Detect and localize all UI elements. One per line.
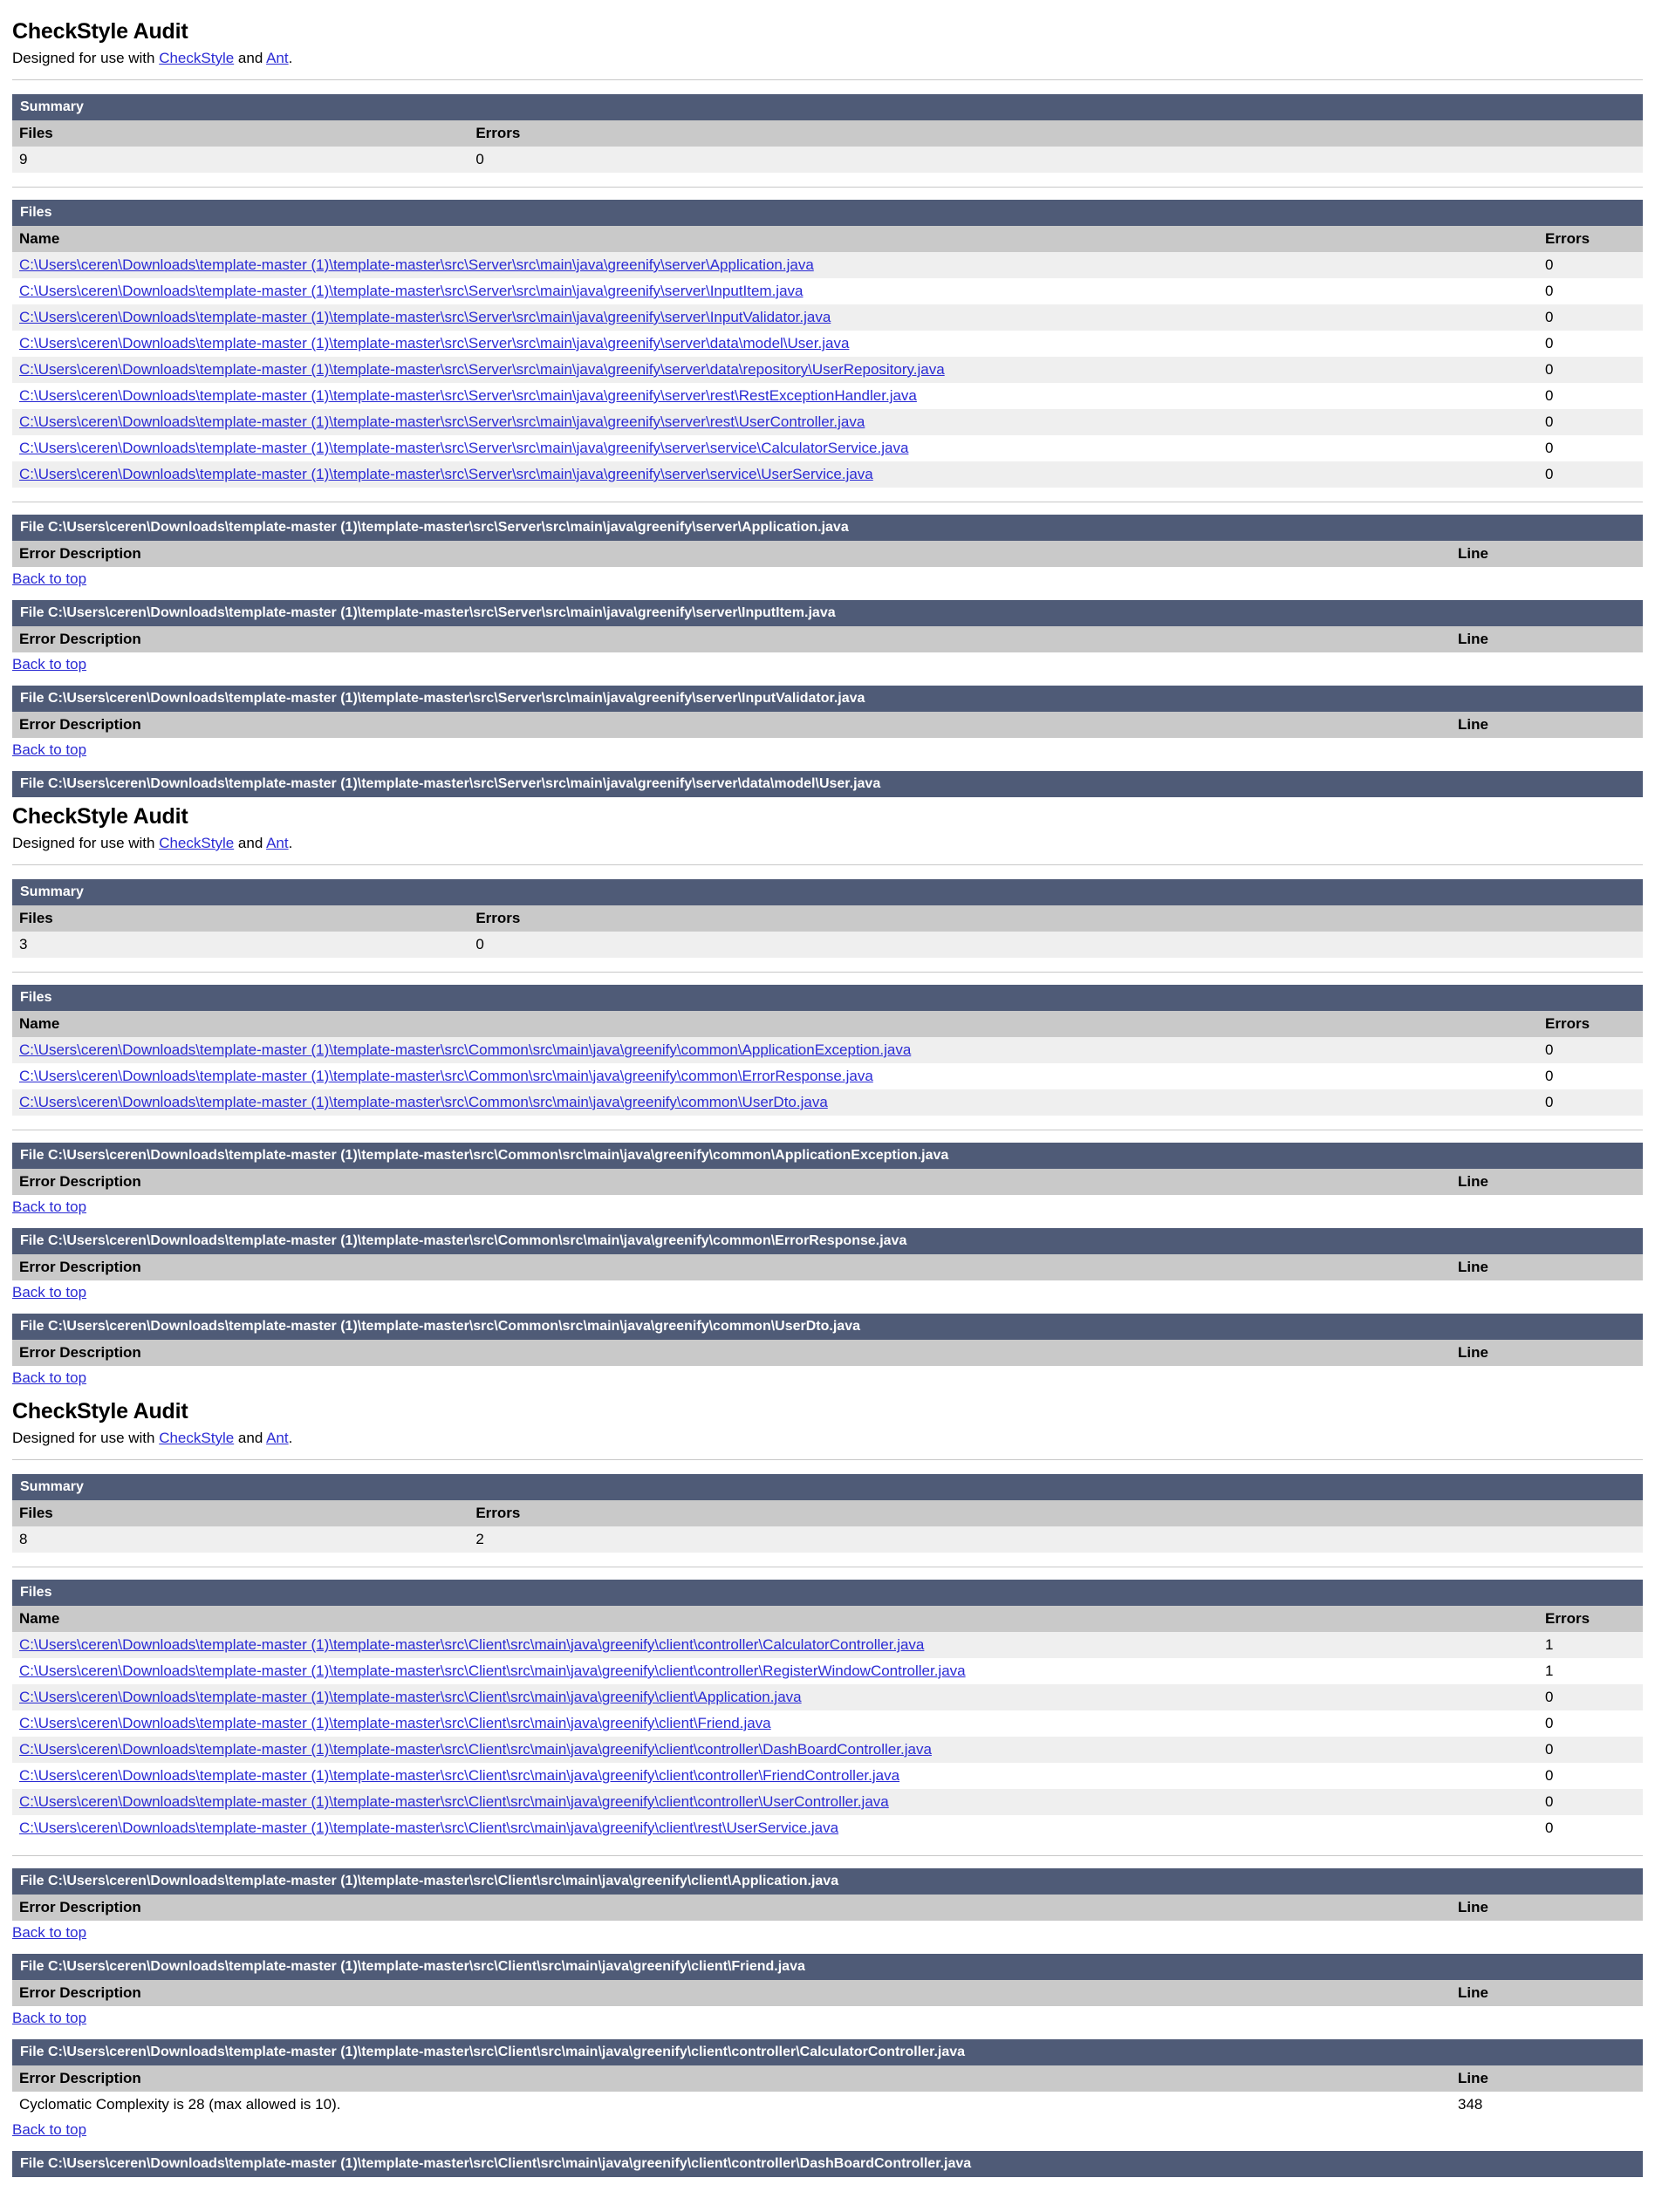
- file-name-cell: [12, 304, 1538, 331]
- back-to-top-wrap: [12, 656, 1643, 673]
- summary-table: [12, 94, 1643, 173]
- file-name-cell: [12, 1815, 1538, 1841]
- error-description-cell: Cyclomatic Complexity is 28 (max allowed is 10).: [12, 2092, 1451, 2118]
- back-to-top-link[interactable]: Back to top: [12, 1924, 87, 1941]
- detail-col-line: Line: [1451, 2065, 1643, 2092]
- file-name-cell: [12, 409, 1538, 435]
- file-name-cell: [12, 1037, 1538, 1063]
- error-line-cell: 348: [1451, 2092, 1643, 2118]
- subtitle-suffix: .: [288, 50, 293, 66]
- table-row: [12, 461, 1643, 488]
- files-banner-row: [12, 985, 1643, 1011]
- detail-col-line: Line: [1451, 712, 1643, 738]
- summary-col-errors: Errors: [468, 1500, 1643, 1526]
- audit-report: [12, 19, 1643, 797]
- detail-col-description: Error Description: [12, 2065, 1451, 2092]
- file-error-count: 0: [1538, 357, 1643, 383]
- files-banner-label: Files: [12, 1580, 1643, 1606]
- summary-col-files: Files: [12, 1500, 468, 1526]
- detail-col-description: Error Description: [12, 712, 1451, 738]
- file-detail-header-row: [12, 1895, 1643, 1921]
- subtitle-prefix: Designed for use with: [12, 1430, 160, 1446]
- file-link[interactable]: C:\Users\ceren\Downloads\template-master (1)\template-master\src\Server\src\main\java\greenify\server\rest\UserController.java: [19, 413, 865, 430]
- file-link[interactable]: C:\Users\ceren\Downloads\template-master (1)\template-master\src\Client\src\main\java\greenify\client\controller\CalculatorController.java: [19, 1636, 925, 1653]
- ant-link[interactable]: Ant: [266, 1430, 289, 1446]
- summary-errors-count: 2: [468, 1526, 1643, 1553]
- file-detail-banner-label: File C:\Users\ceren\Downloads\template-master (1)\template-master\src\Client\src\main\java\greenify\client\controller\DashBoardController.java: [12, 2151, 1643, 2177]
- horizontal-rule: [12, 972, 1643, 973]
- file-link[interactable]: C:\Users\ceren\Downloads\template-master (1)\template-master\src\Client\src\main\java\greenify\client\controller\UserController.java: [19, 1793, 889, 1810]
- summary-banner-row: [12, 94, 1643, 120]
- file-link[interactable]: C:\Users\ceren\Downloads\template-master (1)\template-master\src\Common\src\main\java\greenify\common\ErrorResponse.java: [19, 1068, 873, 1084]
- file-detail-banner-label: File C:\Users\ceren\Downloads\template-master (1)\template-master\src\Client\src\main\java\greenify\client\Application.java: [12, 1868, 1643, 1895]
- table-row: [12, 331, 1643, 357]
- file-detail-banner-label: File C:\Users\ceren\Downloads\template-master (1)\template-master\src\Common\src\main\java\greenify\common\ApplicationException.java: [12, 1143, 1643, 1169]
- detail-col-line: Line: [1451, 1980, 1643, 2006]
- table-row: [12, 1763, 1643, 1789]
- summary-banner-label: Summary: [12, 94, 1643, 120]
- subtitle-prefix: Designed for use with: [12, 835, 160, 851]
- files-banner-row: [12, 1580, 1643, 1606]
- horizontal-rule: [12, 187, 1643, 188]
- table-row: [12, 1815, 1643, 1841]
- subtitle-suffix: .: [288, 835, 293, 851]
- audit-report: [12, 804, 1643, 1387]
- table-row: [12, 1037, 1643, 1063]
- table-row: [12, 409, 1643, 435]
- file-link[interactable]: C:\Users\ceren\Downloads\template-master (1)\template-master\src\Server\src\main\java\greenify\server\rest\RestExceptionHandler.java: [19, 387, 917, 404]
- files-table: [12, 985, 1643, 1116]
- back-to-top-wrap: [12, 570, 1643, 588]
- file-detail-banner-label: File C:\Users\ceren\Downloads\template-master (1)\template-master\src\Client\src\main\java\greenify\client\controller\CalculatorController.java: [12, 2039, 1643, 2065]
- file-error-count: 0: [1538, 409, 1643, 435]
- horizontal-rule: [12, 79, 1643, 80]
- detail-col-description: Error Description: [12, 541, 1451, 567]
- file-detail-table: [12, 1228, 1643, 1280]
- page-title: CheckStyle Audit: [12, 19, 188, 44]
- checkstyle-link[interactable]: CheckStyle: [159, 1430, 235, 1446]
- file-detail-banner-row: [12, 1228, 1643, 1254]
- file-detail-table: [12, 1954, 1643, 2006]
- table-row: [12, 278, 1643, 304]
- file-detail-header-row: [12, 2065, 1643, 2092]
- table-row: [12, 435, 1643, 461]
- table-row: [12, 1063, 1643, 1089]
- summary-errors-count: 0: [468, 147, 1643, 173]
- files-col-errors: Errors: [1538, 226, 1643, 252]
- checkstyle-link[interactable]: CheckStyle: [159, 835, 235, 851]
- files-banner-label: Files: [12, 200, 1643, 226]
- file-name-cell: [12, 1089, 1538, 1116]
- horizontal-rule: [12, 1855, 1643, 1856]
- file-name-cell: [12, 1763, 1538, 1789]
- files-col-name: Name: [12, 226, 1538, 252]
- table-row: [12, 357, 1643, 383]
- file-detail-banner-label: File C:\Users\ceren\Downloads\template-master (1)\template-master\src\Server\src\main\java\greenify\server\InputItem.java: [12, 600, 1643, 626]
- horizontal-rule: [12, 864, 1643, 865]
- summary-banner-row: [12, 1474, 1643, 1500]
- table-row: [12, 1737, 1643, 1763]
- files-table: [12, 1580, 1643, 1841]
- files-col-name: Name: [12, 1011, 1538, 1037]
- file-name-cell: [12, 278, 1538, 304]
- detail-col-description: Error Description: [12, 1254, 1451, 1280]
- file-link[interactable]: C:\Users\ceren\Downloads\template-master (1)\template-master\src\Server\src\main\java\greenify\server\data\repository\UserRepository.java: [19, 361, 945, 378]
- checkstyle-report-page: [0, 19, 1655, 2212]
- file-link[interactable]: C:\Users\ceren\Downloads\template-master (1)\template-master\src\Client\src\main\java\greenify\client\Application.java: [19, 1689, 802, 1705]
- file-detail-banner-row: [12, 686, 1643, 712]
- file-name-cell: [12, 357, 1538, 383]
- files-header-row: [12, 226, 1643, 252]
- file-detail-header-row: [12, 712, 1643, 738]
- file-detail-banner-label: File C:\Users\ceren\Downloads\template-master (1)\template-master\src\Server\src\main\java\greenify\server\Application.java: [12, 515, 1643, 541]
- summary-col-files: Files: [12, 120, 468, 147]
- file-error-count: 0: [1538, 1710, 1643, 1737]
- file-detail-table: [12, 1314, 1643, 1366]
- checkstyle-link[interactable]: CheckStyle: [159, 50, 235, 66]
- summary-header-row: [12, 120, 1643, 147]
- file-link[interactable]: C:\Users\ceren\Downloads\template-master (1)\template-master\src\Client\src\main\java\greenify\client\Friend.java: [19, 1715, 771, 1731]
- file-error-count: 0: [1538, 383, 1643, 409]
- files-col-errors: Errors: [1538, 1606, 1643, 1632]
- file-detail-header-row: [12, 626, 1643, 652]
- file-name-cell: [12, 1710, 1538, 1737]
- file-link[interactable]: C:\Users\ceren\Downloads\template-master (1)\template-master\src\Common\src\main\java\greenify\common\UserDto.java: [19, 1094, 828, 1110]
- ant-link[interactable]: Ant: [266, 835, 289, 851]
- files-col-errors: Errors: [1538, 1011, 1643, 1037]
- files-banner-label: Files: [12, 985, 1643, 1011]
- file-detail-banner-label: File C:\Users\ceren\Downloads\template-master (1)\template-master\src\Common\src\main\java\greenify\common\UserDto.java: [12, 1314, 1643, 1340]
- file-detail-banner-row: [12, 1868, 1643, 1895]
- horizontal-rule: [12, 1459, 1643, 1460]
- detail-col-description: Error Description: [12, 1340, 1451, 1366]
- back-to-top-link[interactable]: Back to top: [12, 2121, 87, 2138]
- file-error-count: 0: [1538, 461, 1643, 488]
- subtitle-suffix: .: [288, 1430, 293, 1446]
- detail-col-description: Error Description: [12, 1980, 1451, 2006]
- file-detail-banner-row: [12, 1954, 1643, 1980]
- file-detail-banner-row: [12, 2039, 1643, 2065]
- detail-col-description: Error Description: [12, 1169, 1451, 1195]
- file-link[interactable]: C:\Users\ceren\Downloads\template-master (1)\template-master\src\Server\src\main\java\greenify\server\InputItem.java: [19, 283, 804, 299]
- file-error-count: 0: [1538, 278, 1643, 304]
- back-to-top-link[interactable]: Back to top: [12, 2010, 87, 2026]
- files-header-row: [12, 1011, 1643, 1037]
- back-to-top-link[interactable]: Back to top: [12, 656, 87, 672]
- ant-link[interactable]: Ant: [266, 50, 289, 66]
- file-detail-header-row: [12, 1340, 1643, 1366]
- detail-col-line: Line: [1451, 1895, 1643, 1921]
- file-link[interactable]: C:\Users\ceren\Downloads\template-master (1)\template-master\src\Client\src\main\java\greenify\client\rest\UserService.java: [19, 1819, 839, 1836]
- back-to-top-wrap: [12, 2121, 1643, 2139]
- file-name-cell: [12, 331, 1538, 357]
- table-row: [12, 1658, 1643, 1684]
- summary-files-count: 8: [12, 1526, 468, 1553]
- file-error-count: 0: [1538, 1037, 1643, 1063]
- detail-col-description: Error Description: [12, 1895, 1451, 1921]
- file-link[interactable]: C:\Users\ceren\Downloads\template-master (1)\template-master\src\Server\src\main\java\greenify\server\service\UserService.java: [19, 466, 873, 482]
- file-detail-table: [12, 2039, 1643, 2118]
- subtitle-prefix: Designed for use with: [12, 50, 160, 66]
- files-banner-row: [12, 200, 1643, 226]
- file-error-count: 0: [1538, 1815, 1643, 1841]
- file-error-count: 0: [1538, 435, 1643, 461]
- file-link[interactable]: C:\Users\ceren\Downloads\template-master (1)\template-master\src\Server\src\main\java\greenify\server\data\model\User.java: [19, 335, 850, 352]
- file-detail-banner-row: [12, 600, 1643, 626]
- file-error-count: 0: [1538, 1737, 1643, 1763]
- summary-banner-label: Summary: [12, 879, 1643, 905]
- file-name-cell: [12, 435, 1538, 461]
- detail-col-line: Line: [1451, 1169, 1643, 1195]
- summary-files-count: 3: [12, 932, 468, 958]
- file-error-count: 1: [1538, 1658, 1643, 1684]
- summary-header-row: [12, 905, 1643, 932]
- file-error-count: 0: [1538, 1763, 1643, 1789]
- summary-value-row: [12, 1526, 1643, 1553]
- file-link[interactable]: C:\Users\ceren\Downloads\template-master (1)\template-master\src\Server\src\main\java\greenify\server\service\CalculatorService.java: [19, 440, 909, 456]
- report-subtitle: [12, 50, 1643, 67]
- file-error-count: 0: [1538, 331, 1643, 357]
- file-detail-table: [12, 1868, 1643, 1921]
- table-row: [12, 1684, 1643, 1710]
- file-name-cell: [12, 1737, 1538, 1763]
- file-link[interactable]: C:\Users\ceren\Downloads\template-master (1)\template-master\src\Server\src\main\java\greenify\server\Application.java: [19, 256, 814, 273]
- file-detail-banner-label: File C:\Users\ceren\Downloads\template-master (1)\template-master\src\Server\src\main\java\greenify\server\InputValidator.java: [12, 686, 1643, 712]
- file-error-count: 0: [1538, 1063, 1643, 1089]
- subtitle-mid: and: [234, 1430, 267, 1446]
- table-row: [12, 1710, 1643, 1737]
- summary-table: [12, 879, 1643, 958]
- subtitle-mid: and: [234, 50, 267, 66]
- page-title: CheckStyle Audit: [12, 804, 188, 829]
- file-link[interactable]: C:\Users\ceren\Downloads\template-master (1)\template-master\src\Client\src\main\java\greenify\client\controller\FriendController.java: [19, 1767, 900, 1784]
- file-name-cell: [12, 383, 1538, 409]
- back-to-top-link[interactable]: Back to top: [12, 1284, 87, 1301]
- table-row: [12, 304, 1643, 331]
- file-detail-header-row: [12, 1169, 1643, 1195]
- file-detail-banner-row: [12, 1314, 1643, 1340]
- file-detail-banner-label: File C:\Users\ceren\Downloads\template-master (1)\template-master\src\Server\src\main\java\greenify\server\data\model\User.java: [12, 771, 1643, 797]
- file-error-count: 1: [1538, 1632, 1643, 1658]
- detail-col-line: Line: [1451, 541, 1643, 567]
- file-error-count: 0: [1538, 252, 1643, 278]
- file-link[interactable]: C:\Users\ceren\Downloads\template-master (1)\template-master\src\Common\src\main\java\greenify\common\ApplicationException.java: [19, 1041, 912, 1058]
- back-to-top-link[interactable]: Back to top: [12, 741, 87, 758]
- file-detail-banner-row: [12, 515, 1643, 541]
- file-error-count: 0: [1538, 304, 1643, 331]
- back-to-top-wrap: [12, 1924, 1643, 1942]
- file-name-cell: [12, 1684, 1538, 1710]
- summary-col-errors: Errors: [468, 120, 1643, 147]
- detail-col-description: Error Description: [12, 626, 1451, 652]
- summary-banner-label: Summary: [12, 1474, 1643, 1500]
- file-link[interactable]: C:\Users\ceren\Downloads\template-master (1)\template-master\src\Server\src\main\java\greenify\server\InputValidator.java: [19, 309, 831, 325]
- table-row: [12, 383, 1643, 409]
- file-name-cell: [12, 461, 1538, 488]
- file-detail-table: [12, 771, 1643, 797]
- file-detail-table: [12, 1143, 1643, 1195]
- table-row: [12, 2092, 1643, 2118]
- back-to-top-wrap: [12, 1369, 1643, 1387]
- file-detail-banner-label: File C:\Users\ceren\Downloads\template-master (1)\template-master\src\Common\src\main\java\greenify\common\ErrorResponse.java: [12, 1228, 1643, 1254]
- file-detail-banner-row: [12, 1143, 1643, 1169]
- back-to-top-wrap: [12, 2010, 1643, 2027]
- back-to-top-link[interactable]: Back to top: [12, 1198, 87, 1215]
- table-row: [12, 1789, 1643, 1815]
- file-detail-header-row: [12, 541, 1643, 567]
- file-link[interactable]: C:\Users\ceren\Downloads\template-master (1)\template-master\src\Client\src\main\java\greenify\client\controller\DashBoardController.java: [19, 1741, 932, 1758]
- back-to-top-link[interactable]: Back to top: [12, 570, 87, 587]
- file-name-cell: [12, 1789, 1538, 1815]
- file-detail-table: [12, 2151, 1643, 2177]
- table-row: [12, 1089, 1643, 1116]
- file-error-count: 0: [1538, 1684, 1643, 1710]
- file-link[interactable]: C:\Users\ceren\Downloads\template-master (1)\template-master\src\Client\src\main\java\greenify\client\controller\RegisterWindowController.java: [19, 1662, 966, 1679]
- files-header-row: [12, 1606, 1643, 1632]
- file-error-count: 0: [1538, 1789, 1643, 1815]
- summary-files-count: 9: [12, 147, 468, 173]
- detail-col-line: Line: [1451, 1340, 1643, 1366]
- back-to-top-wrap: [12, 741, 1643, 759]
- report-subtitle: [12, 1430, 1643, 1447]
- summary-header-row: [12, 1500, 1643, 1526]
- subtitle-mid: and: [234, 835, 267, 851]
- file-name-cell: [12, 1063, 1538, 1089]
- file-detail-table: [12, 600, 1643, 652]
- file-name-cell: [12, 252, 1538, 278]
- file-detail-header-row: [12, 1254, 1643, 1280]
- summary-value-row: [12, 932, 1643, 958]
- file-detail-header-row: [12, 1980, 1643, 2006]
- file-detail-table: [12, 515, 1643, 567]
- files-table: [12, 200, 1643, 488]
- table-row: [12, 252, 1643, 278]
- back-to-top-wrap: [12, 1198, 1643, 1216]
- summary-col-errors: Errors: [468, 905, 1643, 932]
- file-detail-table: [12, 686, 1643, 738]
- detail-col-line: Line: [1451, 626, 1643, 652]
- summary-value-row: [12, 147, 1643, 173]
- back-to-top-link[interactable]: Back to top: [12, 1369, 87, 1386]
- file-detail-banner-row: [12, 771, 1643, 797]
- detail-col-line: Line: [1451, 1254, 1643, 1280]
- summary-table: [12, 1474, 1643, 1553]
- files-col-name: Name: [12, 1606, 1538, 1632]
- file-name-cell: [12, 1658, 1538, 1684]
- file-detail-banner-label: File C:\Users\ceren\Downloads\template-master (1)\template-master\src\Client\src\main\java\greenify\client\Friend.java: [12, 1954, 1643, 1980]
- file-error-count: 0: [1538, 1089, 1643, 1116]
- audit-report: [12, 1399, 1643, 2177]
- file-name-cell: [12, 1632, 1538, 1658]
- summary-col-files: Files: [12, 905, 468, 932]
- file-detail-banner-row: [12, 2151, 1643, 2177]
- page-title: CheckStyle Audit: [12, 1399, 188, 1423]
- table-row: [12, 1632, 1643, 1658]
- back-to-top-wrap: [12, 1284, 1643, 1301]
- summary-errors-count: 0: [468, 932, 1643, 958]
- summary-banner-row: [12, 879, 1643, 905]
- report-subtitle: [12, 835, 1643, 852]
